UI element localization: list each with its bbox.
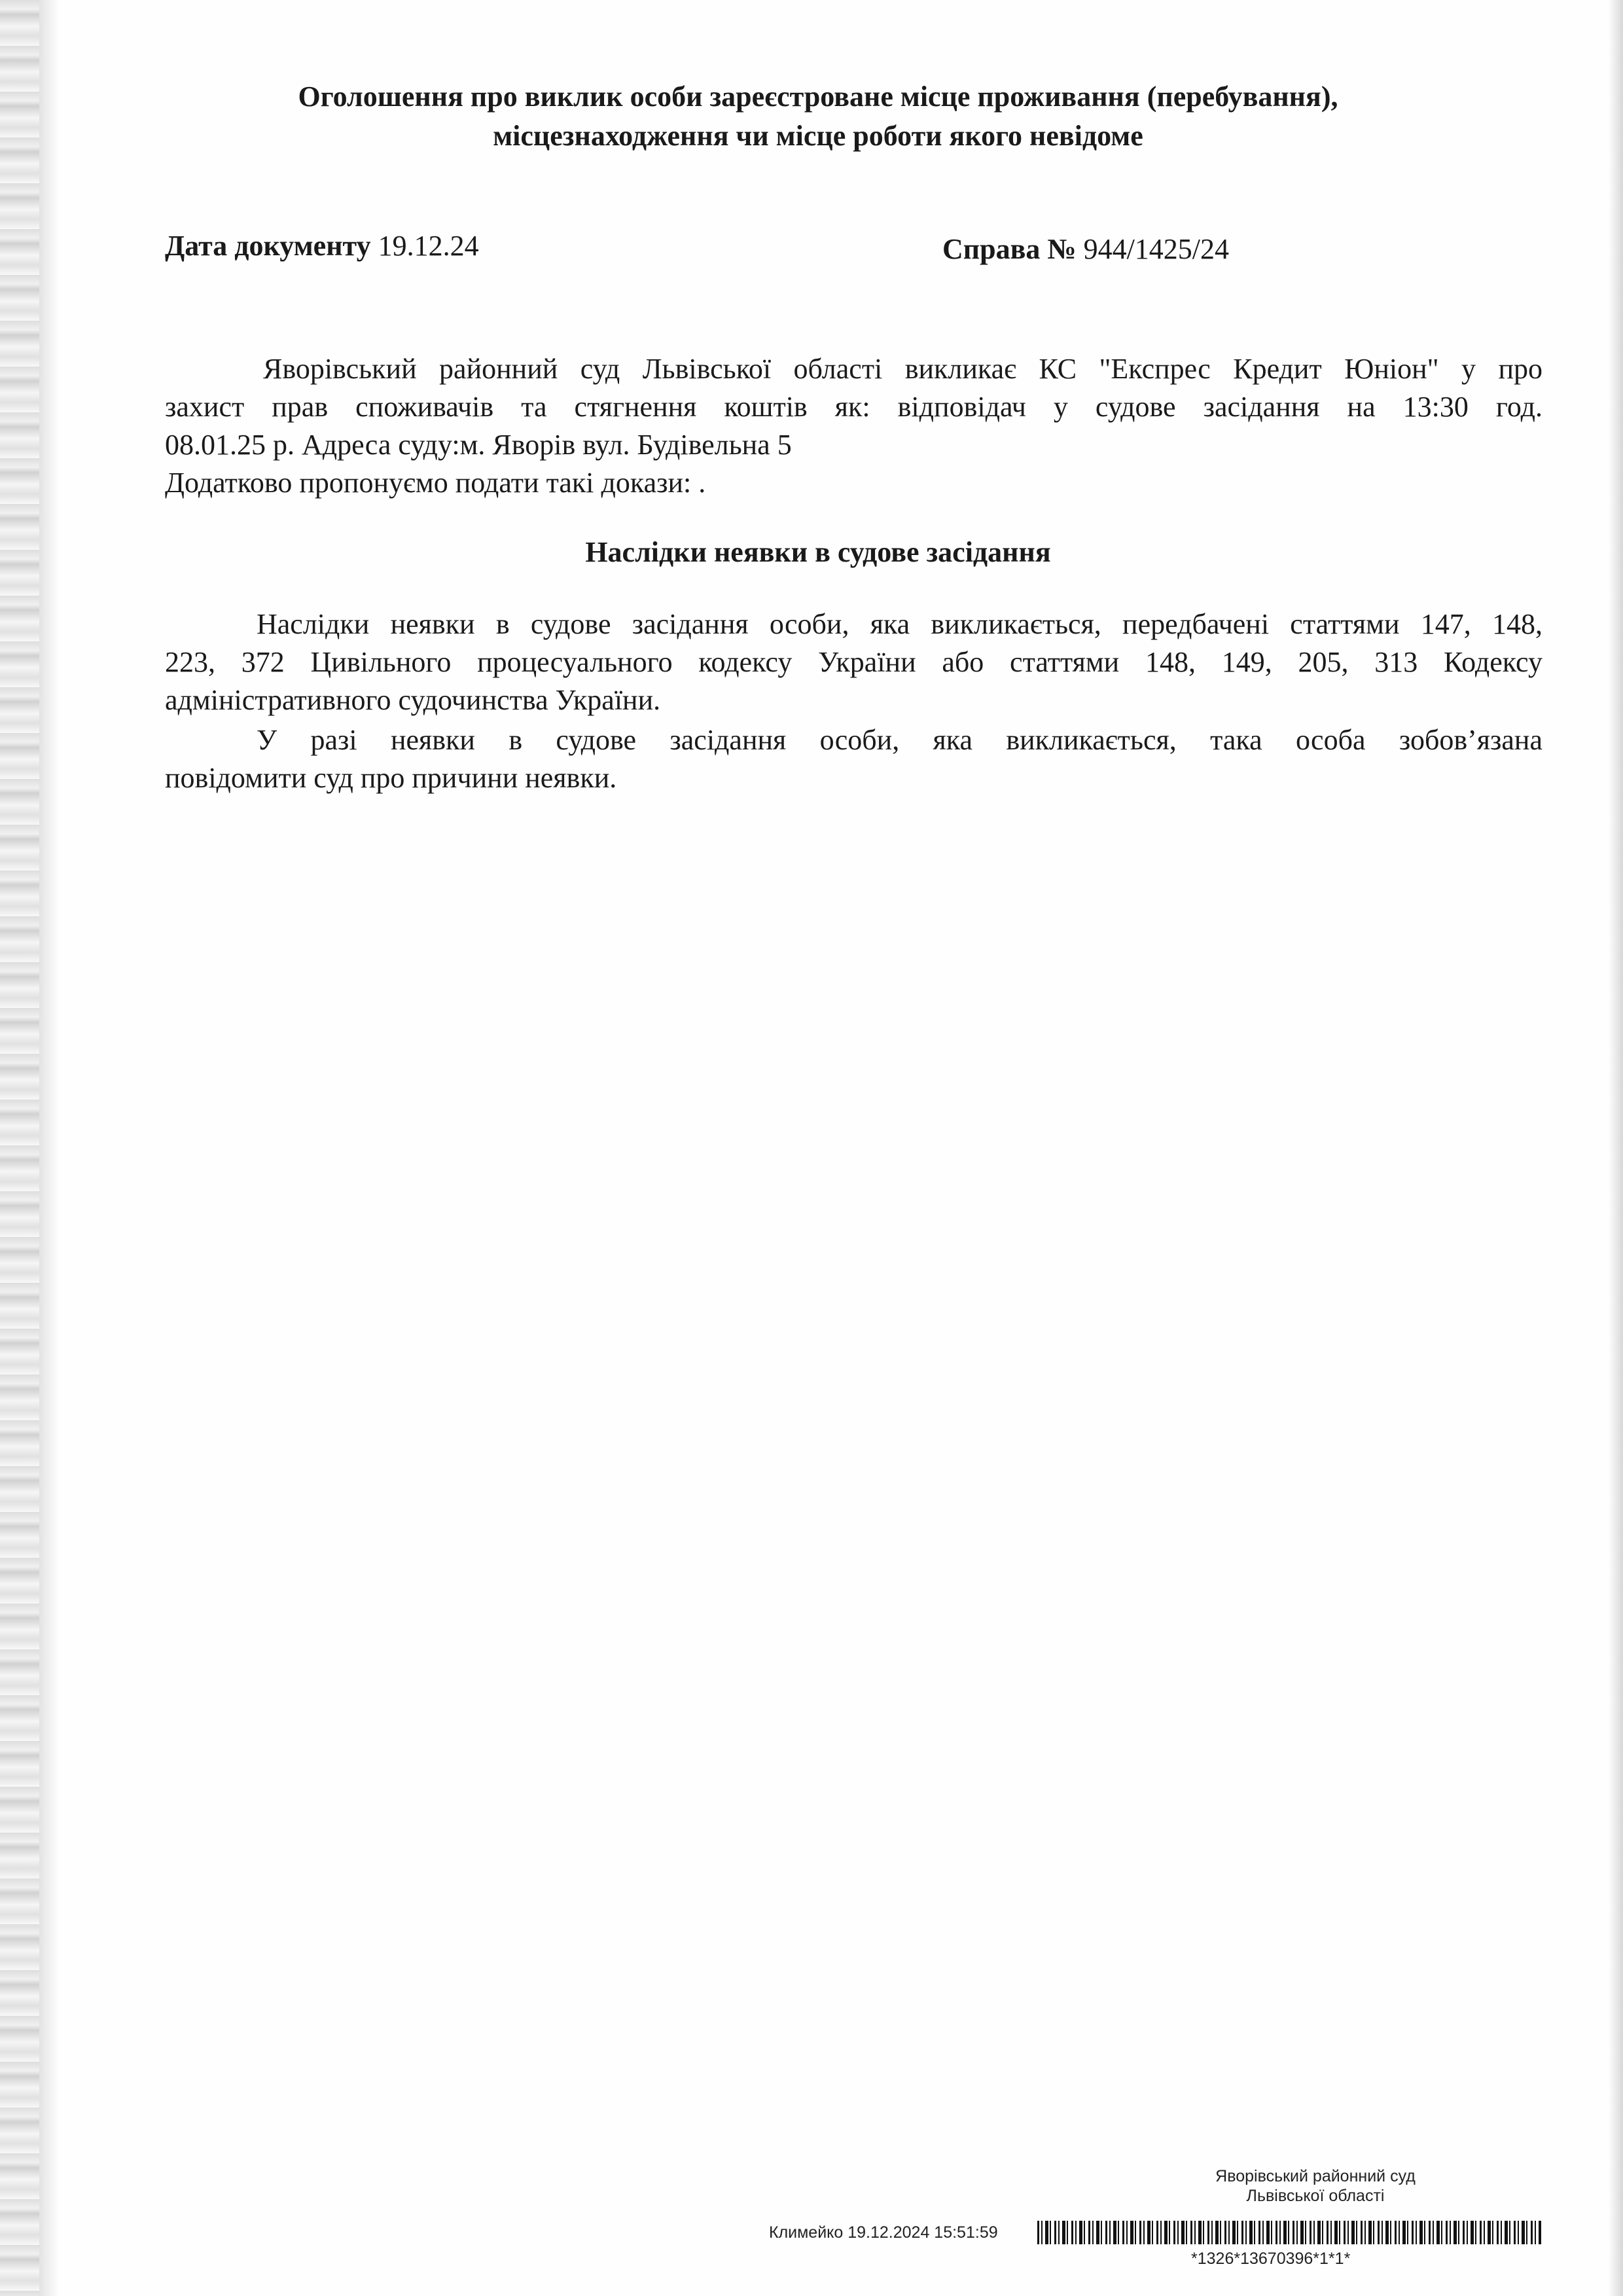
barcode-number: *1326*13670396*1*1* [1191,2250,1351,2268]
summons-line-4: Додатково пропонуємо подати такі докази: . [165,467,706,499]
case-label: Справа № [942,233,1077,265]
consequences-p1-line-3: адміністративного судочинства України. [165,684,661,716]
consequences-paragraph-1 [165,605,1543,719]
summons-line-1: Яворівський районний суд Львівської області викликає КС "Експрес Кредит Юніон" у про [263,353,1543,385]
summons-line-2: захист прав споживачів та стягнення коштів як: відповідач у судове засідання на 13:30 год. [165,391,1543,423]
court-stamp [1080,2166,1551,2206]
document-title [196,77,1440,156]
summons-paragraph [165,350,1543,502]
consequences-p2-line-2: повідомити суд про причини неявки. [165,762,617,794]
consequences-p1-line-1: Наслідки неявки в судове засідання особи, яка викликається, передбачені статтями 147, 148, [257,608,1543,640]
court-name: Яворівський районний суд [1215,2167,1416,2185]
case-number [942,232,1229,266]
signer-timestamp: Климейко 19.12.2024 15:51:59 [769,2223,998,2242]
title-line-1: Оголошення про виклик особи зареєстроване місце проживання (перебування), [298,81,1338,113]
document-date [165,229,479,262]
summons-line-3: 08.01.25 р. Адреса суду:м. Яворів вул. Будівельна 5 [165,429,792,461]
court-region: Львівської області [1246,2187,1385,2205]
case-value: 944/1425/24 [1083,233,1230,265]
signature-row [769,2221,1541,2247]
consequences-paragraph-2 [165,721,1543,797]
title-line-2: місцезнаходження чи місце роботи якого невідоме [493,120,1143,152]
scan-shadow-left-fade [39,0,59,2296]
scan-shadow-right [1609,0,1623,2296]
date-value: 19.12.24 [378,230,479,262]
barcode-icon [1037,2221,1541,2244]
date-label: Дата документу [165,230,371,262]
consequences-p2-line-1: У разі неявки в судове засідання особи, яка викликається, така особа зобов’язана [257,724,1543,756]
consequences-p1-line-2: 223, 372 Цивільного процесуального кодексу України або статтями 148, 149, 205, 313 Кодексу [165,646,1543,678]
scan-shadow-left [0,0,39,2296]
consequences-heading: Наслідки неявки в судове засідання [585,536,1051,568]
